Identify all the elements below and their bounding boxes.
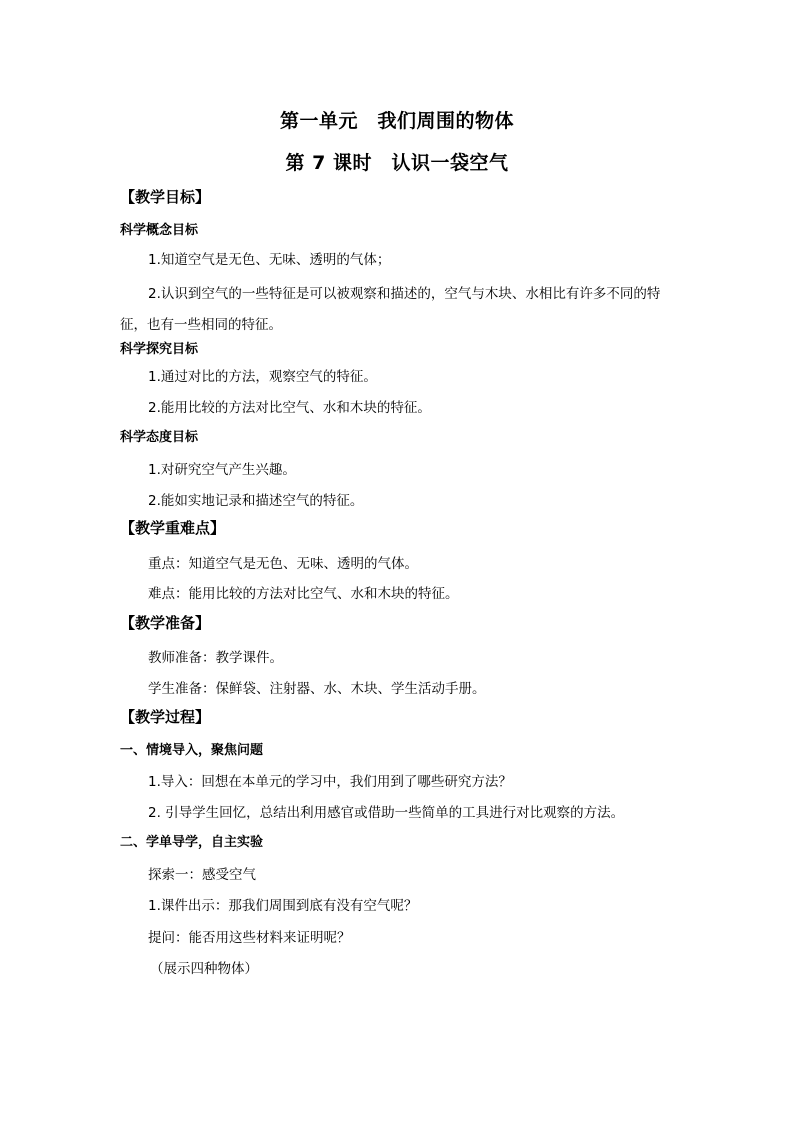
concept-goals-heading: 科学概念目标 [120, 223, 199, 238]
show-objects-note: （展示四种物体） [150, 961, 258, 977]
unit-title: 第一单元 我们周围的物体 [279, 110, 514, 132]
step2-heading: 二、学单导学，自主实验 [120, 835, 264, 850]
inquiry-goal-2: 2.能用比较的方法对比空气、水和木块的特征。 [148, 400, 431, 416]
section-heading-process: 【教学过程】 [120, 708, 211, 726]
concept-goal-2: 2.认识到空气的一些特征是可以被观察和描述的，空气与木块、水相比有许多不同的特 [148, 286, 661, 302]
inquiry-goal-1: 1.通过对比的方法，观察空气的特征。 [148, 369, 377, 385]
explore1-heading: 探索一：感受空气 [148, 867, 256, 883]
lesson-title: 第 7 课时 认识一袋空气 [285, 152, 509, 174]
section-heading-goals: 【教学目标】 [120, 188, 211, 206]
student-prep: 学生准备：保鲜袋、注射器、水、木块、学生活动手册。 [148, 681, 486, 697]
concept-goal-2-continued: 征，也有一些相同的特征。 [120, 317, 282, 333]
section-heading-prep: 【教学准备】 [120, 614, 211, 632]
concept-goal-1: 1.知道空气是无色、无味、透明的气体； [148, 252, 391, 268]
attitude-goal-2: 2.能如实地记录和描述空气的特征。 [148, 493, 364, 509]
section-heading-keypoints: 【教学重难点】 [120, 519, 226, 537]
difficult-point: 难点：能用比较的方法对比空气、水和木块的特征。 [148, 586, 459, 602]
attitude-goal-1: 1.对研究空气产生兴趣。 [148, 462, 296, 478]
step1-item-1: 1.导入：回想在本单元的学习中，我们用到了哪些研究方法？ [148, 774, 512, 790]
question-text: 提问：能否用这些材料来证明呢？ [148, 930, 351, 946]
inquiry-goals-heading: 科学探究目标 [120, 342, 199, 357]
step1-heading: 一、情境导入，聚焦问题 [120, 743, 264, 758]
attitude-goals-heading: 科学态度目标 [120, 430, 199, 445]
step1-item-2: 2. 引导学生回忆，总结出利用感官或借助一些简单的工具进行对比观察的方法。 [148, 805, 625, 821]
teacher-prep: 教师准备：教学课件。 [148, 650, 283, 666]
key-point: 重点：知道空气是无色、无味、透明的气体。 [148, 556, 418, 572]
explore1-item-1: 1.课件出示：那我们周围到底有没有空气呢？ [148, 898, 418, 914]
